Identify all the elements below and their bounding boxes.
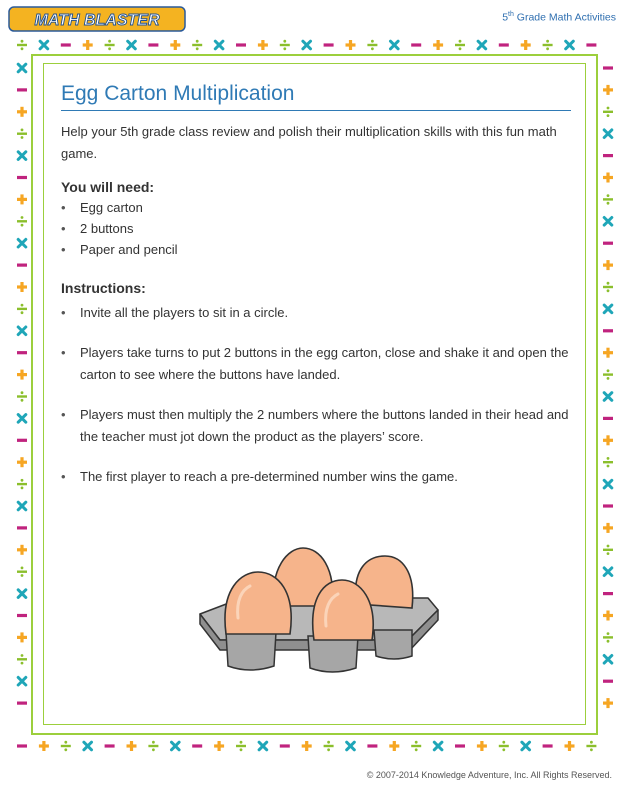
list-item: • Egg carton	[61, 197, 576, 218]
activity-content	[61, 82, 576, 506]
plus-symbol	[346, 40, 356, 50]
brand-text: MATH BLASTER	[34, 12, 160, 29]
times-symbol	[522, 742, 530, 750]
divide-symbol	[603, 632, 613, 642]
divide-symbol	[603, 107, 613, 117]
minus-symbol	[236, 43, 246, 46]
minus-symbol	[17, 702, 27, 705]
plus-symbol	[17, 194, 27, 204]
minus-symbol	[603, 66, 613, 69]
times-symbol	[347, 742, 355, 750]
times-symbol	[604, 218, 612, 226]
minus-symbol	[17, 88, 27, 91]
list-item: • Paper and pencil	[61, 239, 576, 260]
list-item: • Invite all the players to sit in a circle.	[61, 302, 575, 324]
minus-symbol	[324, 43, 334, 46]
times-symbol	[303, 41, 311, 49]
times-symbol	[18, 64, 26, 72]
divide-symbol	[61, 741, 71, 751]
times-symbol	[604, 305, 612, 313]
plus-symbol	[603, 260, 613, 270]
times-symbol	[18, 152, 26, 160]
divide-symbol	[367, 40, 377, 50]
divide-symbol	[148, 741, 158, 751]
times-symbol	[18, 239, 26, 247]
divide-symbol	[603, 369, 613, 379]
plus-symbol	[170, 40, 180, 50]
divide-symbol	[455, 40, 465, 50]
times-symbol	[215, 41, 223, 49]
times-symbol	[172, 742, 180, 750]
divide-symbol	[499, 741, 509, 751]
plus-symbol	[17, 632, 27, 642]
minus-symbol	[499, 43, 509, 46]
minus-symbol	[192, 744, 202, 747]
times-symbol	[40, 41, 48, 49]
times-symbol	[84, 742, 92, 750]
minus-symbol	[603, 329, 613, 332]
minus-symbol	[603, 417, 613, 420]
minus-symbol	[586, 43, 596, 46]
divide-symbol	[236, 741, 246, 751]
times-symbol	[604, 393, 612, 401]
minus-symbol	[61, 43, 71, 46]
times-symbol	[128, 41, 136, 49]
divide-symbol	[603, 545, 613, 555]
times-symbol	[566, 41, 574, 49]
plus-symbol	[521, 40, 531, 50]
times-symbol	[604, 130, 612, 138]
plus-symbol	[214, 741, 224, 751]
minus-symbol	[603, 680, 613, 683]
minus-symbol	[603, 242, 613, 245]
minus-symbol	[543, 744, 553, 747]
plus-symbol	[433, 40, 443, 50]
divide-symbol	[17, 654, 27, 664]
divide-symbol	[603, 457, 613, 467]
plus-symbol	[603, 523, 613, 533]
times-symbol	[604, 568, 612, 576]
divide-symbol	[17, 216, 27, 226]
list-item: • The first player to reach a pre-determined number wins the game.	[61, 466, 575, 488]
times-symbol	[18, 502, 26, 510]
times-symbol	[434, 742, 442, 750]
minus-symbol	[148, 43, 158, 46]
plus-symbol	[17, 457, 27, 467]
times-symbol	[391, 41, 399, 49]
list-item: • Players take turns to put 2 buttons in the egg carton, close and shake it and open the carton to see where the buttons have landed.	[61, 342, 575, 386]
divide-symbol	[603, 194, 613, 204]
plus-symbol	[17, 107, 27, 117]
minus-symbol	[411, 43, 421, 46]
times-symbol	[18, 415, 26, 423]
minus-symbol	[17, 351, 27, 354]
plus-symbol	[17, 545, 27, 555]
times-symbol	[18, 677, 26, 685]
grade-header: 5th Grade Math Activities	[502, 11, 616, 24]
minus-symbol	[603, 154, 613, 157]
list-item: • Players must then multiply the 2 numbers where the buttons landed in their head and the teacher must jot down the product as the players’ score.	[61, 404, 575, 448]
minus-symbol	[367, 744, 377, 747]
minus-symbol	[17, 744, 27, 747]
divide-symbol	[543, 40, 553, 50]
divide-symbol	[324, 741, 334, 751]
plus-symbol	[17, 370, 27, 380]
times-symbol	[604, 656, 612, 664]
plus-symbol	[603, 611, 613, 621]
divide-symbol	[17, 129, 27, 139]
minus-symbol	[17, 526, 27, 529]
minus-symbol	[603, 504, 613, 507]
plus-symbol	[302, 741, 312, 751]
instructions-list	[61, 302, 576, 488]
plus-symbol	[603, 85, 613, 95]
minus-symbol	[280, 744, 290, 747]
plus-symbol	[83, 40, 93, 50]
divide-symbol	[586, 741, 596, 751]
minus-symbol	[17, 439, 27, 442]
minus-symbol	[105, 744, 115, 747]
plus-symbol	[565, 741, 575, 751]
times-symbol	[259, 742, 267, 750]
minus-symbol	[17, 614, 27, 617]
plus-symbol	[477, 741, 487, 751]
materials-list	[61, 197, 576, 260]
plus-symbol	[127, 741, 137, 751]
divide-symbol	[17, 479, 27, 489]
intro-paragraph: Help your 5th grade class review and polish their multiplication skills with this fun math game.	[61, 124, 557, 161]
page-title: Egg Carton Multiplication	[61, 82, 571, 111]
copyright-notice: © 2007-2014 Knowledge Adventure, Inc. All Rights Reserved.	[366, 770, 612, 780]
plus-symbol	[603, 435, 613, 445]
list-item: • 2 buttons	[61, 218, 576, 239]
plus-symbol	[389, 741, 399, 751]
divide-symbol	[603, 282, 613, 292]
divide-symbol	[17, 40, 27, 50]
plus-symbol	[17, 282, 27, 292]
divide-symbol	[411, 741, 421, 751]
plus-symbol	[603, 348, 613, 358]
divide-symbol	[105, 40, 115, 50]
plus-symbol	[258, 40, 268, 50]
egg-carton-illustration	[190, 538, 440, 678]
divide-symbol	[17, 304, 27, 314]
divide-symbol	[280, 40, 290, 50]
divide-symbol	[192, 40, 202, 50]
times-symbol	[18, 327, 26, 335]
divide-symbol	[17, 567, 27, 577]
minus-symbol	[17, 264, 27, 267]
minus-symbol	[17, 176, 27, 179]
plus-symbol	[603, 698, 613, 708]
times-symbol	[478, 41, 486, 49]
materials-heading: You will need:	[61, 179, 155, 195]
minus-symbol	[455, 744, 465, 747]
plus-symbol	[603, 173, 613, 183]
divide-symbol	[17, 391, 27, 401]
times-symbol	[18, 590, 26, 598]
minus-symbol	[603, 592, 613, 595]
instructions-heading: Instructions:	[61, 280, 146, 296]
times-symbol	[604, 480, 612, 488]
plus-symbol	[39, 741, 49, 751]
